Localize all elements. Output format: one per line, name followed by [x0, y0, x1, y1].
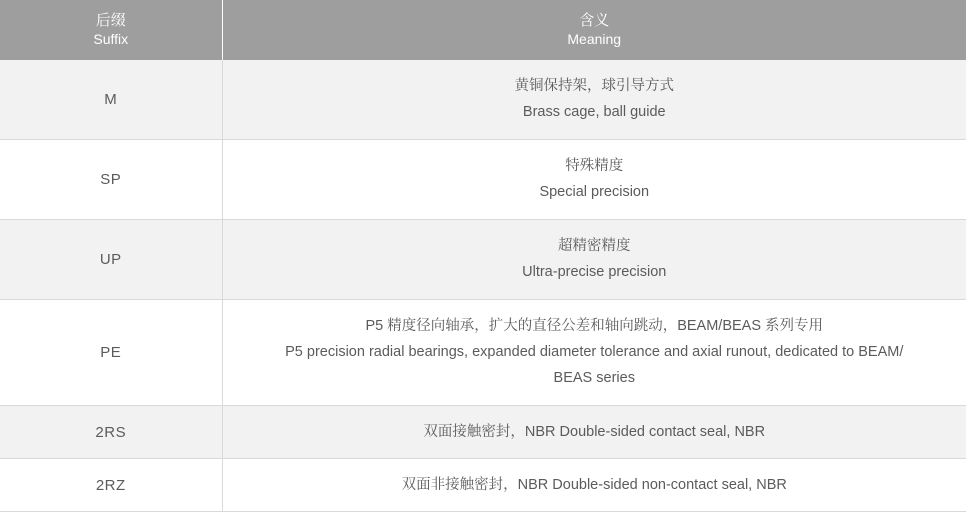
column-header-suffix-cn: 后缀 [0, 11, 222, 30]
cell-suffix: UP [0, 220, 222, 300]
meaning-text-cn: 超精密精度 [247, 234, 943, 259]
column-header-meaning-cn: 含义 [223, 11, 966, 30]
meaning-text-cn: 双面非接触密封，NBR Double-sided non-contact seal, NBR [247, 473, 943, 497]
table-row [0, 459, 966, 512]
cell-suffix: M [0, 60, 222, 140]
meaning-text-cn: 特殊精度 [247, 154, 943, 179]
meaning-text-cn: P5 精度径向轴承，扩大的直径公差和轴向跳动，BEAM/BEAS 系列专用 [247, 314, 943, 339]
table-row [0, 300, 966, 406]
table-header [0, 0, 966, 60]
meaning-text-en: Ultra-precise precision [247, 259, 943, 285]
cell-suffix: PE [0, 300, 222, 406]
cell-suffix: SP [0, 140, 222, 220]
table-row [0, 140, 966, 220]
table-body [0, 60, 966, 512]
cell-meaning [222, 459, 966, 512]
cell-meaning [222, 220, 966, 300]
cell-meaning [222, 60, 966, 140]
meaning-text-en: P5 precision radial bearings, expanded diameter tolerance and axial runout, dedicated to BEAM/ [247, 339, 943, 365]
table-header-row [0, 0, 966, 60]
table-row [0, 220, 966, 300]
column-header-meaning [222, 0, 966, 60]
cell-suffix: 2RZ [0, 459, 222, 512]
meaning-text-cn: 黄铜保持架，球引导方式 [247, 74, 943, 99]
meaning-text-cn: 双面接触密封，NBR Double-sided contact seal, NBR [247, 420, 943, 444]
cell-suffix: 2RS [0, 406, 222, 459]
meaning-text-en-continued: BEAS series [247, 365, 943, 391]
column-header-suffix [0, 0, 222, 60]
table-row [0, 406, 966, 459]
column-header-suffix-en: Suffix [0, 30, 222, 49]
meaning-text-en: Brass cage, ball guide [247, 99, 943, 125]
cell-meaning [222, 140, 966, 220]
table-row [0, 60, 966, 140]
cell-meaning [222, 406, 966, 459]
column-header-meaning-en: Meaning [223, 30, 966, 49]
meaning-text-en: Special precision [247, 179, 943, 205]
cell-meaning [222, 300, 966, 406]
